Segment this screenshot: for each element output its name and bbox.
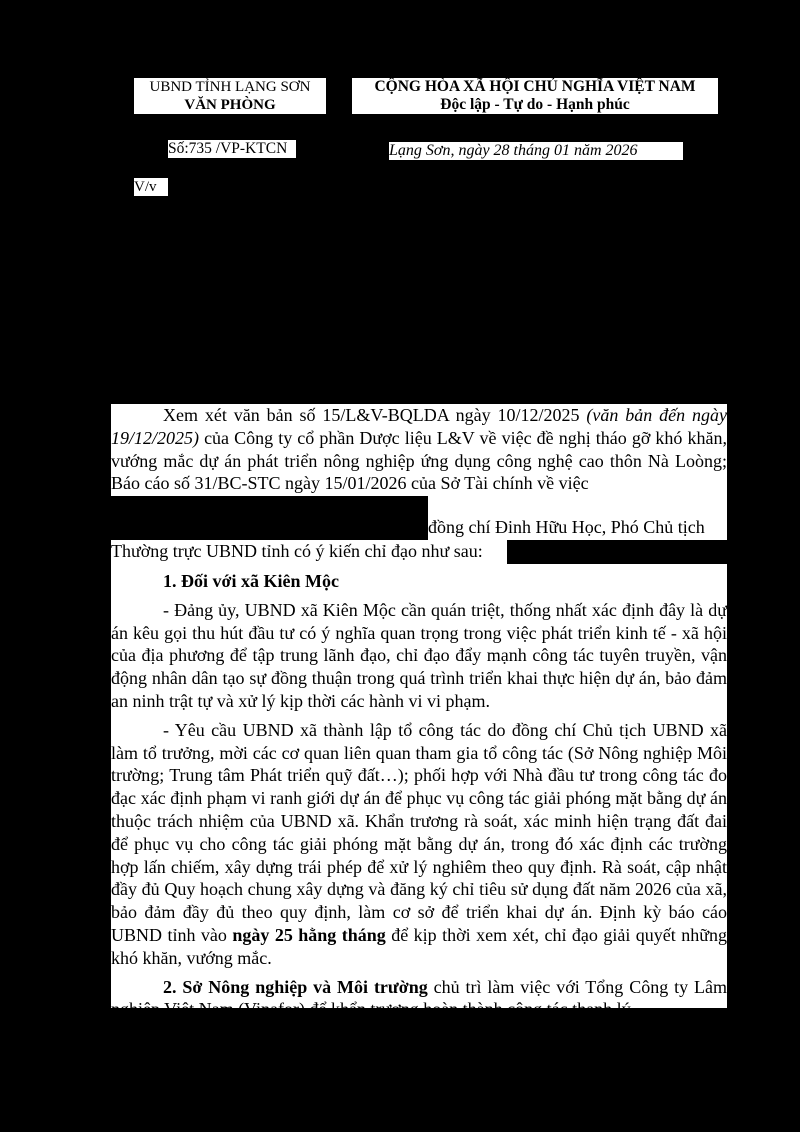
intro-text-b: của Công ty cổ phần Dược liệu L&V về việc đề nghị tháo gỡ khó khăn, vướng mắc dự án phát triển nông nghiệp ứng dụng công nghệ cao thôn Nà Loòng; Báo cáo số 31/BC-STC ngày 15/01/2026 của Sở Tài chính về việc [111,427,727,494]
document-number: Số:735 /VP-KTCN [168,140,296,158]
section-1-heading: 1. Đối với xã Kiên Mộc [163,571,339,591]
directives-section [111,564,727,1020]
s1-p2-deadline: ngày 25 hằng tháng [232,924,386,945]
s1-p2-text-b: để kịp thời xem xét, chỉ đạo giải quyết những khó khăn, vướng mắc. [111,924,727,968]
issuing-organization [134,78,326,114]
intro-text-a: Xem xét văn bản số 15/L&V-BQLDA ngày 10/12/2025 [163,405,587,425]
national-motto [352,78,718,114]
redaction-bar [111,496,428,540]
section-2-text: chủ trì làm việc với Tổng Công ty Lâm nghiệp Việt Nam (Vinafor) để khẩn trương hoàn thành công tác thanh lý [111,976,727,1020]
office-label: VĂN PHÒNG [184,97,276,113]
section-1-paragraph-1: - Đảng ủy, UBND xã Kiên Mộc cần quán triệt, thống nhất xác định đây là dự án kêu gọi thu hút đầu tư có ý nghĩa quan trọng trong việc phát triển kinh tế - xã hội của địa phương để tập trung lãnh đạo, chỉ đạo đẩy mạnh công tác tuyên truyền, vận động nhân dân tạo sự đồng thuận trong quá trình triển khai thực hiện dự án, bảo đảm an ninh trật tự và xử lý kịp thời các hành vi vi phạm. [111,599,727,711]
intro-text-d: Thường trực UBND tỉnh có ý kiến chỉ đạo như sau: [111,541,483,561]
subject-prefix: V/v [134,178,168,196]
country-name: CỘNG HÒA XÃ HỘI CHỦ NGHĨA VIỆT NAM [374,78,696,95]
section-2-heading: 2. Sở Nông nghiệp và Môi trường [163,976,428,997]
intro-received-date: (văn bản đến ngày 19/12/2025) [111,405,728,448]
section-1-paragraph-2 [111,719,727,970]
intro-text-c: đồng chí Đinh Hữu Học, Phó Chủ tịch [428,517,705,537]
motto-line: Độc lập - Tự do - Hạnh phúc [440,96,630,113]
intro-continuation [428,516,727,540]
s1-p2-text-a: - Yêu cầu UBND xã thành lập tổ công tác do đồng chí Chủ tịch UBND xã làm tổ trưởng, mời các cơ quan liên quan tham gia tổ công tác (Sở Nông nghiệp Môi trường; Trung tâm Phát triển quỹ đất…); phối hợp với Nhà đầu tư trong công tác đo đạc xác định phạm vi ranh giới dự án để phục vụ công tác giải phóng mặt bằng dự án thuộc trách nhiệm của UBND xã. Khẩn trương rà soát, xác minh hiện trạng đất đai để phục vụ cho công tác giải phóng mặt bằng dự án, trong đó xác định các trường hợp lấn chiếm, xây dựng trái phép để xử lý nghiêm theo quy định. Rà soát, cập nhật đầy đủ Quy hoạch chung xây dựng và đăng ký chỉ tiêu sử dụng đất năm 2026 của xã, bảo đảm đầy đủ theo quy định, làm cơ sở để triển khai dự án. Định kỳ báo cáo UBND tỉnh vào [111,719,727,945]
section-2-paragraph [111,976,727,1022]
province-committee-label: UBND TỈNH LẠNG SƠN [149,79,311,95]
intro-closing [111,540,507,564]
place-date: Lạng Sơn, ngày 28 tháng 01 năm 2026 [389,142,683,160]
